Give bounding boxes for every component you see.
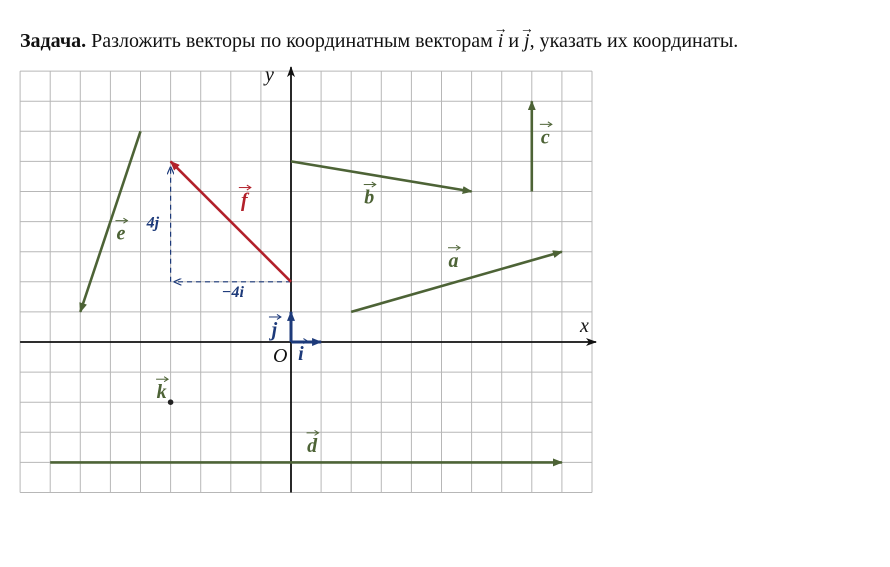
x-axis-label: x [580,315,589,337]
point-k-label: k [156,381,167,404]
task-vector-j: → j [524,30,530,53]
y-axis-label: y [265,64,274,87]
task-and: и [508,30,520,52]
vector-label-i: i [298,343,304,366]
task-text: Разложить векторы по координатным векторам [91,30,493,52]
task-title: Задача. [20,30,87,52]
origin-label: O [273,345,288,367]
vector-label-b: b [364,186,375,209]
vector-label-f: f [241,189,248,212]
decomposition-label-minus4i: −4i [221,283,244,301]
grid [20,71,592,492]
decomposition-label-4j: 4j [146,214,160,232]
vector-label-a: a [448,249,459,272]
vector-label-d: d [307,434,318,457]
vector-label-e: e [116,222,126,245]
vector-label-j: j [271,318,278,341]
task-rest: , указать их координаты. [529,30,739,52]
labels [115,64,589,457]
vector-label-c: c [540,126,550,149]
task-vector-i: → i [498,30,504,53]
point-k [168,399,174,405]
